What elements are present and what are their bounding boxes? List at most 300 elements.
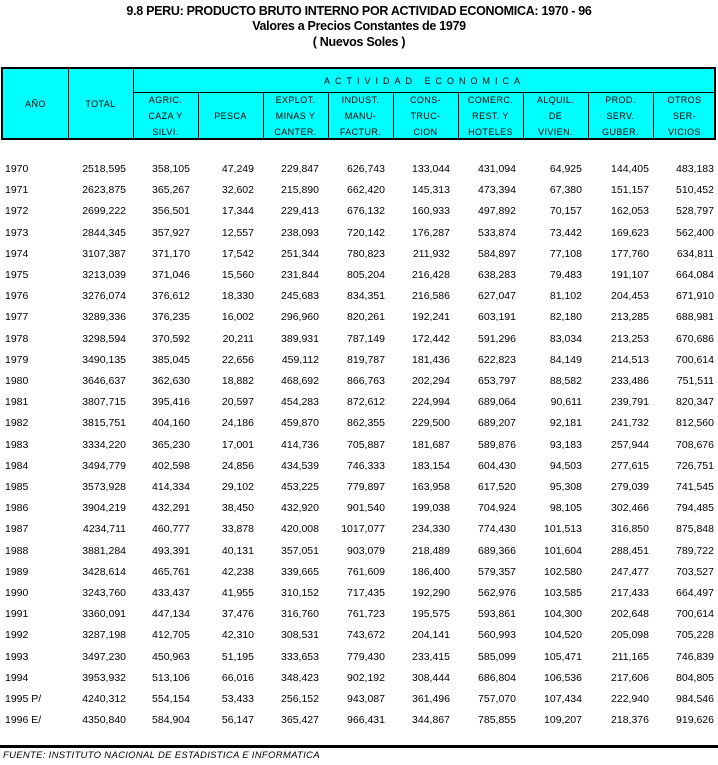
value-cell-otros: 794,485 <box>676 502 714 515</box>
table-header <box>1 67 716 140</box>
year-cell: 1985 <box>5 481 29 493</box>
table-row <box>0 290 718 306</box>
value-cell-explot: 316,760 <box>281 608 319 621</box>
value-cell-pesca: 18,330 <box>221 290 254 303</box>
value-cell-prod-serv: 241,732 <box>611 417 649 430</box>
value-cell-prod-serv: 257,944 <box>611 438 649 451</box>
column-header-construc <box>393 93 458 138</box>
value-cell-otros: 812,560 <box>676 417 714 430</box>
value-cell-agric: 450,963 <box>152 650 190 663</box>
year-cell: 1980 <box>5 375 29 387</box>
value-cell-comerc: 686,804 <box>478 671 516 684</box>
value-cell-otros: 820,347 <box>676 396 714 409</box>
column-header-pesca <box>198 93 263 138</box>
value-cell-comerc: 593,861 <box>478 608 516 621</box>
value-cell-prod-serv: 247,477 <box>611 565 649 578</box>
column-header-line: SER- <box>672 110 697 121</box>
value-cell-agric: 376,612 <box>152 290 190 303</box>
value-cell-agric: 412,705 <box>152 629 190 642</box>
value-cell-total: 3213,039 <box>82 269 126 281</box>
value-cell-agric: 376,235 <box>152 311 190 324</box>
value-cell-prod-serv: 144,405 <box>611 163 649 175</box>
value-cell-alquil: 94,503 <box>549 459 582 472</box>
value-cell-alquil: 90,611 <box>550 396 582 409</box>
value-cell-otros: 688,981 <box>676 311 714 324</box>
value-cell-comerc: 617,520 <box>478 481 516 493</box>
value-cell-construc: 216,586 <box>412 290 450 303</box>
year-cell: 1988 <box>5 544 29 557</box>
value-cell-otros: 703,527 <box>676 565 714 578</box>
year-cell: 1990 <box>5 587 29 599</box>
year-cell: 1982 <box>5 417 29 430</box>
value-cell-alquil: 92,181 <box>549 417 582 430</box>
year-cell: 1971 <box>5 184 29 197</box>
value-cell-pesca: 51,195 <box>221 650 254 663</box>
year-cell: 1993 <box>5 650 29 663</box>
value-cell-prod-serv: 169,623 <box>611 226 649 239</box>
value-cell-alquil: 83,034 <box>549 332 582 345</box>
column-header-otros <box>653 93 716 138</box>
value-cell-total: 3494,779 <box>82 459 126 472</box>
table-row <box>0 375 718 391</box>
value-cell-agric: 493,391 <box>152 544 190 557</box>
column-header-line: CAZA Y <box>148 110 183 121</box>
value-cell-pesca: 53,433 <box>221 693 254 705</box>
value-cell-comerc: 622,823 <box>478 353 516 366</box>
value-cell-alquil: 101,604 <box>544 544 582 557</box>
value-cell-agric: 357,927 <box>152 226 190 239</box>
value-cell-indust: 720,142 <box>347 226 385 239</box>
table-row <box>0 184 718 200</box>
value-cell-total: 3646,637 <box>82 375 126 387</box>
column-header-agric <box>133 93 198 138</box>
value-cell-comerc: 473,394 <box>478 184 516 197</box>
column-header-alquil <box>523 93 588 138</box>
value-cell-construc: 344,867 <box>412 714 450 727</box>
value-cell-agric: 460,777 <box>152 523 190 536</box>
value-cell-explot: 459,112 <box>281 353 319 366</box>
value-cell-explot: 245,683 <box>281 290 319 303</box>
value-cell-prod-serv: 217,606 <box>611 671 649 684</box>
value-cell-prod-serv: 277,615 <box>611 459 649 472</box>
value-cell-prod-serv: 177,760 <box>611 247 649 260</box>
value-cell-comerc: 757,070 <box>478 693 516 705</box>
value-cell-prod-serv: 239,791 <box>611 396 649 409</box>
value-cell-otros: 708,676 <box>676 438 714 451</box>
value-cell-comerc: 785,855 <box>478 714 516 727</box>
year-cell: 1970 <box>5 163 29 175</box>
value-cell-prod-serv: 214,513 <box>611 353 649 366</box>
value-cell-construc: 218,489 <box>412 544 450 557</box>
value-cell-indust: 779,430 <box>347 650 385 663</box>
value-cell-total: 3243,760 <box>82 587 126 599</box>
column-header-line: FACTUR. <box>339 126 382 137</box>
value-cell-pesca: 37,476 <box>221 608 254 621</box>
value-cell-pesca: 33,878 <box>221 523 254 536</box>
year-cell: 1981 <box>5 396 29 409</box>
value-cell-agric: 404,160 <box>152 417 190 430</box>
value-cell-prod-serv: 162,053 <box>611 205 649 218</box>
table-row <box>0 248 718 264</box>
value-cell-prod-serv: 202,648 <box>611 608 649 621</box>
value-cell-indust: 761,723 <box>347 608 385 621</box>
value-cell-comerc: 533,874 <box>478 226 516 239</box>
value-cell-pesca: 20,597 <box>221 396 254 409</box>
value-cell-alquil: 101,513 <box>544 523 582 536</box>
value-cell-construc: 216,428 <box>412 269 450 281</box>
value-cell-construc: 233,415 <box>412 650 450 663</box>
value-cell-agric: 395,416 <box>152 396 190 409</box>
column-header-line: CANTER. <box>274 126 317 137</box>
value-cell-agric: 362,630 <box>152 375 190 387</box>
year-cell: 1975 <box>5 269 29 281</box>
year-cell: 1986 <box>5 502 29 515</box>
year-cell: 1972 <box>5 205 29 218</box>
value-cell-construc: 133,044 <box>412 163 450 175</box>
column-header-prod-serv <box>588 93 653 138</box>
value-cell-prod-serv: 204,453 <box>611 290 649 303</box>
year-cell: 1992 <box>5 629 29 642</box>
value-cell-pesca: 66,016 <box>221 671 254 684</box>
value-cell-pesca: 42,310 <box>221 629 254 642</box>
value-cell-construc: 195,575 <box>412 608 450 621</box>
value-cell-agric: 432,291 <box>152 502 190 515</box>
value-cell-indust: 872,612 <box>347 396 385 409</box>
value-cell-indust: 779,897 <box>347 481 385 493</box>
value-cell-total: 4234,711 <box>82 523 126 536</box>
column-header-line: EXPLOT. <box>275 94 316 105</box>
value-cell-otros: 984,546 <box>676 693 714 705</box>
value-cell-otros: 804,805 <box>676 671 714 684</box>
value-cell-pesca: 18,882 <box>221 375 254 387</box>
value-cell-explot: 389,931 <box>281 332 319 345</box>
value-cell-agric: 365,267 <box>152 184 190 197</box>
value-cell-total: 3360,091 <box>82 608 126 621</box>
column-header-line: PESCA <box>214 110 247 121</box>
value-cell-total: 2518,595 <box>82 163 126 175</box>
column-header-comerc <box>458 93 523 138</box>
value-cell-explot: 357,051 <box>281 544 319 557</box>
column-header-line: INDUST. <box>341 94 380 105</box>
value-cell-construc: 192,241 <box>412 311 450 324</box>
value-cell-indust: 662,420 <box>347 184 385 197</box>
value-cell-comerc: 579,357 <box>478 565 516 578</box>
value-cell-total: 3334,220 <box>82 438 126 451</box>
column-header-line: VIVIEN. <box>538 126 573 137</box>
value-cell-indust: 676,132 <box>347 205 385 218</box>
value-cell-agric: 414,334 <box>152 481 190 493</box>
column-header-line: VICIOS <box>668 126 701 137</box>
value-cell-pesca: 12,557 <box>221 226 254 239</box>
value-cell-alquil: 105,471 <box>544 650 582 663</box>
column-header-line: CONS- <box>410 94 441 105</box>
value-cell-comerc: 689,366 <box>478 544 516 557</box>
value-cell-total: 3881,284 <box>82 544 126 557</box>
value-cell-agric: 356,501 <box>152 205 190 218</box>
table-row <box>0 460 718 476</box>
value-cell-explot: 231,844 <box>281 269 319 281</box>
value-cell-indust: 717,435 <box>347 587 385 599</box>
value-cell-comerc: 591,296 <box>478 332 516 345</box>
value-cell-explot: 215,890 <box>281 184 319 197</box>
value-cell-agric: 584,904 <box>152 714 190 727</box>
value-cell-pesca: 32,602 <box>221 184 254 197</box>
year-cell: 1977 <box>5 311 29 324</box>
value-cell-comerc: 584,897 <box>478 247 516 260</box>
table-row <box>0 587 718 603</box>
value-cell-total: 2699,222 <box>82 205 126 218</box>
value-cell-explot: 310,152 <box>281 587 319 599</box>
column-header-line: CION <box>413 126 438 137</box>
footer-rule <box>0 745 718 748</box>
value-cell-prod-serv: 279,039 <box>611 481 649 493</box>
value-cell-comerc: 704,924 <box>478 502 516 515</box>
table-row <box>0 269 718 285</box>
value-cell-indust: 743,672 <box>347 629 385 642</box>
value-cell-pesca: 56,147 <box>221 714 254 727</box>
value-cell-pesca: 41,955 <box>221 587 254 599</box>
value-cell-otros: 741,545 <box>676 481 714 493</box>
value-cell-pesca: 16,002 <box>221 311 254 324</box>
value-cell-agric: 433,437 <box>152 587 190 599</box>
value-cell-pesca: 17,344 <box>221 205 254 218</box>
table-row <box>0 545 718 561</box>
value-cell-prod-serv: 213,253 <box>611 332 649 345</box>
value-cell-indust: 820,261 <box>347 311 385 324</box>
value-cell-alquil: 64,925 <box>549 163 582 175</box>
column-header-indust <box>328 93 393 138</box>
value-cell-otros: 528,797 <box>676 205 714 218</box>
value-cell-alquil: 102,580 <box>544 565 582 578</box>
value-cell-explot: 432,920 <box>281 502 319 515</box>
value-cell-otros: 700,614 <box>676 608 714 621</box>
value-cell-construc: 308,444 <box>412 671 450 684</box>
column-header-line: MINAS Y <box>275 110 316 121</box>
value-cell-explot: 229,413 <box>281 205 319 218</box>
value-cell-indust: 834,351 <box>347 290 385 303</box>
value-cell-indust: 705,887 <box>347 438 385 451</box>
value-cell-construc: 176,287 <box>412 226 450 239</box>
value-cell-explot: 238,093 <box>281 226 319 239</box>
value-cell-otros: 746,839 <box>676 650 714 663</box>
value-cell-total: 3428,614 <box>82 565 126 578</box>
value-cell-prod-serv: 233,486 <box>611 375 649 387</box>
value-cell-explot: 296,960 <box>281 311 319 324</box>
table-row <box>0 693 718 709</box>
year-cell: 1995 P/ <box>5 693 42 705</box>
value-cell-alquil: 95,308 <box>549 481 582 493</box>
value-cell-construc: 181,436 <box>412 353 450 366</box>
value-cell-explot: 434,539 <box>281 459 319 472</box>
value-cell-explot: 453,225 <box>281 481 319 493</box>
year-cell: 1984 <box>5 459 29 472</box>
year-cell: 1974 <box>5 247 29 260</box>
value-cell-indust: 819,787 <box>347 353 385 366</box>
column-header-line: SILVI. <box>152 126 179 137</box>
value-cell-construc: 181,687 <box>412 438 450 451</box>
value-cell-construc: 202,294 <box>412 375 450 387</box>
value-cell-explot: 420,008 <box>281 523 319 536</box>
value-cell-total: 3298,594 <box>82 332 126 345</box>
value-cell-total: 2623,875 <box>82 184 126 197</box>
value-cell-pesca: 38,450 <box>221 502 254 515</box>
value-cell-agric: 513,106 <box>152 671 190 684</box>
value-cell-total: 3276,074 <box>82 290 126 303</box>
year-cell: 1991 <box>5 608 29 621</box>
column-header-line: GUBER. <box>602 126 639 137</box>
value-cell-total: 3490,135 <box>82 353 126 366</box>
column-header-line: REST. Y <box>472 110 509 121</box>
value-cell-construc: 361,496 <box>412 693 450 705</box>
value-cell-prod-serv: 205,098 <box>611 629 649 642</box>
table-row <box>0 396 718 412</box>
value-cell-otros: 726,751 <box>676 459 714 472</box>
year-cell: 1978 <box>5 332 29 345</box>
value-cell-prod-serv: 217,433 <box>611 587 649 599</box>
value-cell-explot: 308,531 <box>281 629 319 642</box>
column-header-line: PROD. <box>605 94 636 105</box>
column-header-explot <box>263 93 328 138</box>
value-cell-total: 3904,219 <box>82 502 126 515</box>
column-header-line: OTROS <box>667 94 702 105</box>
value-cell-alquil: 93,183 <box>549 438 582 451</box>
year-cell: 1989 <box>5 565 29 578</box>
value-cell-construc: 192,290 <box>412 587 450 599</box>
year-cell: 1996 E/ <box>5 714 42 727</box>
value-cell-total: 2844,345 <box>82 226 126 239</box>
value-cell-pesca: 17,001 <box>221 438 254 451</box>
value-cell-comerc: 689,064 <box>478 396 516 409</box>
table-row <box>0 311 718 327</box>
value-cell-explot: 256,152 <box>281 693 319 705</box>
value-cell-pesca: 47,249 <box>221 163 254 175</box>
value-cell-alquil: 88,582 <box>549 375 582 387</box>
value-cell-alquil: 98,105 <box>549 502 582 515</box>
value-cell-comerc: 653,797 <box>478 375 516 387</box>
value-cell-prod-serv: 302,466 <box>611 502 649 515</box>
value-cell-total: 3497,230 <box>82 650 126 663</box>
value-cell-total: 3815,751 <box>82 417 126 430</box>
table-row <box>0 227 718 243</box>
value-cell-agric: 358,105 <box>152 163 190 175</box>
table-row <box>0 163 718 179</box>
value-cell-pesca: 22,656 <box>221 353 254 366</box>
value-cell-prod-serv: 288,451 <box>611 544 649 557</box>
value-cell-alquil: 84,149 <box>549 353 582 366</box>
value-cell-otros: 671,910 <box>676 290 714 303</box>
value-cell-explot: 339,665 <box>281 565 319 578</box>
value-cell-comerc: 604,430 <box>478 459 516 472</box>
value-cell-prod-serv: 211,165 <box>611 650 649 663</box>
value-cell-prod-serv: 151,157 <box>611 184 649 197</box>
value-cell-otros: 875,848 <box>676 523 714 536</box>
value-cell-construc: 160,933 <box>412 205 450 218</box>
value-cell-pesca: 20,211 <box>222 332 254 345</box>
value-cell-explot: 365,427 <box>281 714 319 727</box>
value-cell-explot: 333,653 <box>281 650 319 663</box>
year-cell: 1979 <box>5 353 29 366</box>
value-cell-otros: 670,686 <box>676 332 714 345</box>
table-row <box>0 651 718 667</box>
value-cell-construc: 183,154 <box>412 459 450 472</box>
group-header-actividad-economica: ACTIVIDAD ECONOMICA <box>323 75 525 86</box>
value-cell-comerc: 774,430 <box>478 523 516 536</box>
column-header-line: SERV. <box>606 110 635 121</box>
table-row <box>0 417 718 433</box>
table-row <box>0 608 718 624</box>
value-cell-comerc: 603,191 <box>478 311 516 324</box>
value-cell-explot: 459,870 <box>281 417 319 430</box>
column-header-line: COMERC. <box>467 94 514 105</box>
column-header-total <box>68 69 133 138</box>
value-cell-pesca: 42,238 <box>221 565 254 578</box>
table-row <box>0 354 718 370</box>
value-cell-indust: 746,333 <box>347 459 385 472</box>
value-cell-comerc: 585,099 <box>478 650 516 663</box>
value-cell-construc: 224,994 <box>412 396 450 409</box>
value-cell-pesca: 29,102 <box>221 481 254 493</box>
value-cell-otros: 664,497 <box>676 587 714 599</box>
value-cell-pesca: 40,131 <box>221 544 254 557</box>
value-cell-explot: 251,344 <box>281 247 319 260</box>
table-row <box>0 205 718 221</box>
year-cell: 1976 <box>5 290 29 303</box>
value-cell-otros: 751,511 <box>676 375 714 387</box>
value-cell-explot: 414,736 <box>281 438 319 451</box>
value-cell-alquil: 81,102 <box>549 290 582 303</box>
value-cell-indust: 761,609 <box>347 565 385 578</box>
column-header-line: HOTELES <box>468 126 513 137</box>
table-row <box>0 481 718 497</box>
value-cell-construc: 229,500 <box>412 417 450 430</box>
value-cell-otros: 705,228 <box>676 629 714 642</box>
value-cell-alquil: 77,108 <box>549 247 582 260</box>
value-cell-alquil: 104,300 <box>544 608 582 621</box>
table-row <box>0 333 718 349</box>
value-cell-otros: 634,811 <box>676 247 714 260</box>
table-row <box>0 502 718 518</box>
value-cell-agric: 370,592 <box>152 332 190 345</box>
table-subtitle: Valores a Precios Constantes de 1979 <box>252 19 466 33</box>
value-cell-explot: 454,283 <box>281 396 319 409</box>
value-cell-total: 3953,932 <box>82 671 126 684</box>
value-cell-agric: 385,045 <box>152 353 190 366</box>
value-cell-comerc: 560,993 <box>478 629 516 642</box>
value-cell-indust: 943,087 <box>347 693 385 705</box>
value-cell-prod-serv: 213,285 <box>611 311 649 324</box>
value-cell-construc: 163,958 <box>412 481 450 493</box>
column-header-line: ALQUIL. <box>536 94 575 105</box>
value-cell-alquil: 67,380 <box>549 184 582 197</box>
value-cell-construc: 234,330 <box>412 523 450 536</box>
value-cell-construc: 145,313 <box>412 184 450 197</box>
value-cell-explot: 468,692 <box>281 375 319 387</box>
table-row <box>0 439 718 455</box>
table-row <box>0 523 718 539</box>
year-cell: 1973 <box>5 226 29 239</box>
value-cell-otros: 919,626 <box>676 714 714 727</box>
column-header-line: DE <box>548 110 563 121</box>
column-header-line: MANU- <box>344 110 377 121</box>
value-cell-indust: 901,540 <box>347 502 385 515</box>
source-note: FUENTE: INSTITUTO NACIONAL DE ESTADISTICA E INFORMATICA <box>3 750 320 761</box>
value-cell-total: 4350,840 <box>82 714 126 727</box>
value-cell-construc: 199,038 <box>412 502 450 515</box>
value-cell-comerc: 562,976 <box>478 587 516 599</box>
value-cell-indust: 966,431 <box>347 714 385 727</box>
value-cell-indust: 902,192 <box>347 671 385 684</box>
value-cell-construc: 211,932 <box>412 247 450 260</box>
